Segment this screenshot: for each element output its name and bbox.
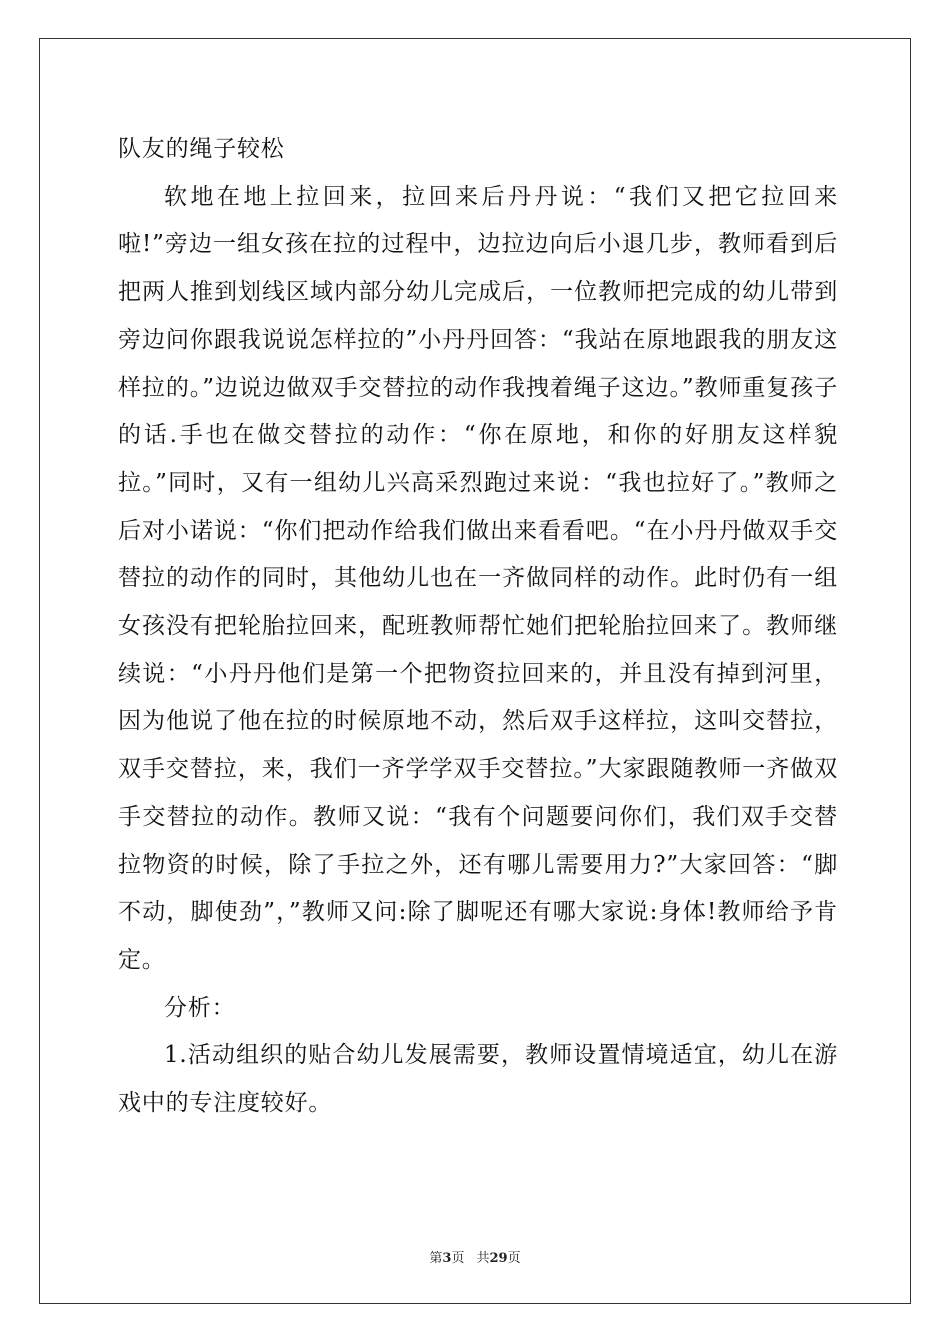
page-current: 3	[442, 1251, 452, 1266]
document-body	[118, 126, 838, 1128]
paragraph-2: 软地在地上拉回来，拉回来后丹丹说：“我们又把它拉回来啦!”旁边一组女孩在拉的过程中，边拉边向后小退几步，教师看到后把两人推到划线区域内部分幼儿完成后，一位教师把完成的幼儿带到旁边问你跟我说说怎样拉的”小丹丹回答：“我站在原地跟我的朋友这样拉的。”边说边做双手交替拉的动作我拽着绳子这边。”教师重复孩子的话.手也在做交替拉的动作：“你在原地，和你的好朋友这样貌拉。”同时，又有一组幼儿兴高采烈跑过来说：“我也拉好了。”教师之后对小诺说：“你们把动作给我们做出来看看吧。“在小丹丹做双手交替拉的动作的同时，其他幼儿也在一齐做同样的动作。此时仍有一组女孩没有把轮胎拉回来，配班教师帮忙她们把轮胎拉回来了。教师继续说：“小丹丹他们是第一个把物资拉回来的，并且没有掉到河里，因为他说了他在拉的时候原地不动，然后双手这样拉，这叫交替拉，双手交替拉，来，我们一齐学学双手交替拉。”大家跟随教师一齐做双手交替拉的动作。教师又说：“我有个问题要问你们，我们双手交替拉物资的时候，除了手拉之外，还有哪儿需要用力?”大家回答：“脚不动，脚使劲”，”教师又问:除了脚呢还有哪大家说:身体!教师给予肯定。	[118, 183, 838, 973]
paragraph-4: 1.活动组织的贴合幼儿发展需要，教师设置情境适宜，幼儿在游戏中的专注度较好。	[118, 1042, 838, 1117]
paragraph-1: 队友的绳子较松	[118, 136, 285, 162]
page-prefix: 第	[429, 1251, 443, 1266]
page-total: 29	[489, 1251, 508, 1266]
total-suffix: 页	[507, 1251, 521, 1266]
total-prefix: 共	[476, 1251, 490, 1266]
page-footer	[0, 1247, 950, 1266]
paragraph-3-analysis-heading: 分析：	[164, 994, 236, 1021]
page-suffix: 页	[451, 1251, 465, 1266]
